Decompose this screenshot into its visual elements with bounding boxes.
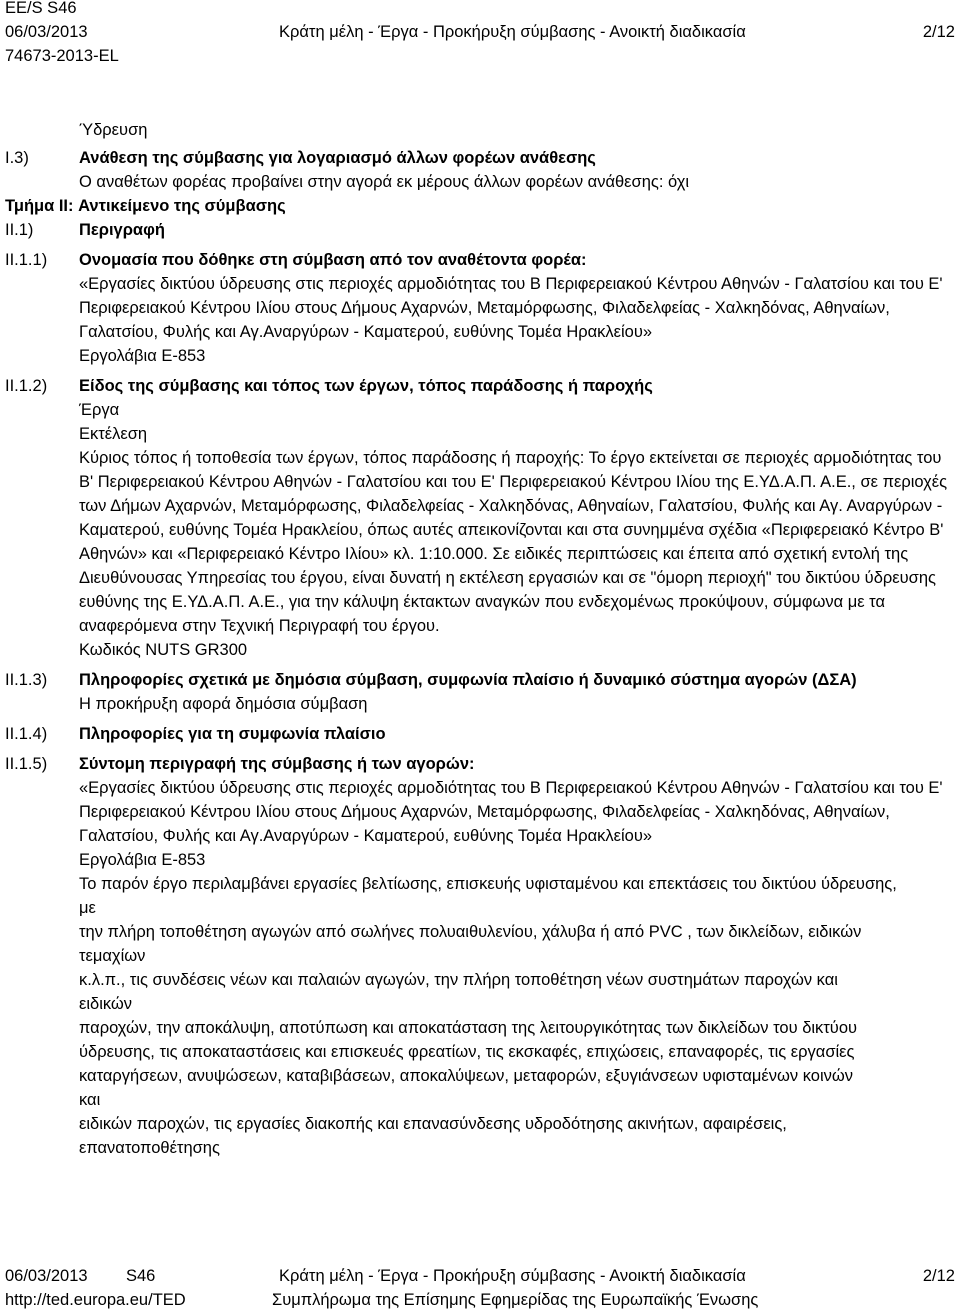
ii14-heading: Πληροφορίες για τη συμφωνία πλαίσιο bbox=[79, 725, 386, 743]
ii11-number: II.1.1) bbox=[5, 251, 48, 269]
i3-heading: Ανάθεση της σύμβασης για λογαριασμό άλλων φορέων ανάθεσης bbox=[79, 149, 596, 167]
ii15-line: ειδικών παροχών, τις εργασίες διακοπής και επανασύνδεσης υδροδότησης ακινήτων, αφαιρέσεις, bbox=[79, 1115, 787, 1133]
ii12-heading: Είδος της σύμβασης και τόπος των έργων, τόπος παράδοσης ή παροχής bbox=[79, 377, 653, 395]
doc-code: EE/S S46 bbox=[5, 0, 77, 17]
ii12-nuts: Κωδικός NUTS GR300 bbox=[79, 641, 248, 659]
ii1-number: II.1) bbox=[5, 221, 34, 239]
ii15-line: παροχών, την αποκάλυψη, αποτύπωση και αποκατάσταση της λειτουργικότητας των δικλείδων του δικτύου bbox=[79, 1019, 858, 1037]
ii15-line: Το παρόν έργο περιλαμβάνει εργασίες βελτίωσης, επισκευής υφισταμένου και επεκτάσεις του δικτύου ύδρευσης, bbox=[79, 875, 897, 893]
ii14-number: II.1.4) bbox=[5, 725, 48, 743]
ii15-line: τεμαχίων bbox=[79, 947, 146, 965]
i3-text: Ο αναθέτων φορέας προβαίνει στην αγορά εκ μέρους άλλων φορέων ανάθεσης: όχι bbox=[79, 173, 690, 191]
page-header bbox=[0, 0, 960, 72]
ii13-number: II.1.3) bbox=[5, 671, 48, 689]
ii15-number: II.1.5) bbox=[5, 755, 48, 773]
ii12-type: Έργα bbox=[79, 401, 120, 419]
ii1-heading: Περιγραφή bbox=[79, 221, 165, 239]
ii15-line: και bbox=[79, 1091, 101, 1109]
ii11-text: «Εργασίες δικτύου ύδρευσης στις περιοχές αρμοδιότητας του Β Περιφερειακού Κέντρου Αθηνών - Γαλατσίου και του Ε' Περιφερειακού Κέντρου Ιλίου στους Δήμους Αχαρνών, Μεταμόρφωσης, Φιλαδελφείας - Χαλκηδόνας, Αθηναίων, Γαλατσίου, Φυλής και Αγ.Αναργύρων - Καματερού, ευθύνης Τομέα Ηρακλείου» bbox=[79, 275, 943, 341]
ii15-line: επανατοποθέτησης bbox=[79, 1139, 220, 1157]
ii15-line: με bbox=[79, 899, 96, 917]
section-2-title: Τμήμα II: Αντικείμενο της σύμβασης bbox=[5, 197, 286, 215]
ii12-text: Κύριος τόπος ή τοποθεσία των έργων, τόπος παράδοσης ή παροχής: Το έργο εκτείνεται σε περιοχές αρμοδιότητας του Β' Περιφερειακού Κέντρου Αθηνών - Γαλατσίου και του Ε' Περιφερειακού Κέντρου Ιλίου της Ε.ΥΔ.Α.Π. Α.Ε., σε περιοχές των Δήμων Αχαρνών, Μεταμόρφωσης, Φιλαδελφείας - Χαλκηδόνας, Αθηναίων, Γαλατσίου, Φυλής και Αγ. Αναργύρων - Καματερού, ευθύνης Τομέα Ηρακλείου, όπως αυτές απεικονίζονται και στα συνημμένα σχέδια «Περιφερειακό Κέντρο Β' Αθηνών» και «Περιφερειακό Κέντρο Ιλίου» κλ. 1:10.000. Σε ειδικές περιπτώσεις και έπειτα από σχετική εντολή της Διευθύνουσας Υπηρεσίας του έργου, είναι δυνατή η εκτέλεση εργασιών και σε "όμορη περιοχή" του δικτύου ύδρευσης ευθύνης της Ε.ΥΔ.Α.Π. Α.Ε., για την κάλυψη έκτακτων αναγκών που ενδεχομένως προκύψουν, σύμφωνα με τα αναφερόμενα στην Τεχνική Περιγραφή του έργου. bbox=[79, 449, 948, 635]
i3-number: I.3) bbox=[5, 149, 29, 167]
ii13-heading: Πληροφορίες σχετικά με δημόσια σύμβαση, συμφωνία πλαίσιο ή δυναμικό σύστημα αγορών (ΔΣΑ) bbox=[79, 671, 857, 689]
ii15-line: κ.λ.π., τις συνδέσεις νέων και παλαιών αγωγών, την πλήρη τοποθέτηση νέων συστημάτων παροχών και bbox=[79, 971, 838, 989]
footer-series: S46 bbox=[126, 1267, 156, 1285]
notice-id: 74673-2013-EL bbox=[5, 47, 119, 65]
ii15-line: ειδικών bbox=[79, 995, 133, 1013]
header-title: Κράτη μέλη - Έργα - Προκήρυξη σύμβασης - Ανοικτή διαδικασία bbox=[279, 23, 746, 41]
footer-page-number: 2/12 bbox=[922, 1267, 955, 1285]
page-footer bbox=[0, 1264, 960, 1311]
ii15-text: «Εργασίες δικτύου ύδρευσης στις περιοχές αρμοδιότητας του Β Περιφερειακού Κέντρου Αθηνών - Γαλατσίου και του Ε' Περιφερειακού Κέντρου Ιλίου στους Δήμους Αχαρνών, Μεταμόρφωσης, Φιλαδελφείας - Χαλκηδόνας, Αθηναίων, Γαλατσίου, Φυλής και Αγ.Αναργύρων - Καματερού, ευθύνης Τομέα Ηρακλείου» bbox=[79, 779, 943, 845]
ii11-heading: Ονομασία που δόθηκε στη σύμβαση από τον αναθέτοντα φορέα: bbox=[79, 251, 587, 269]
footer-date: 06/03/2013 bbox=[5, 1267, 88, 1285]
ii11-code: Εργολάβια Ε-853 bbox=[79, 347, 206, 365]
ii15-line: καταργήσεων, ανυψώσεων, καταβιβάσεων, αποκαλύψεων, μεταφορών, εξυγιάνσεων υφισταμένων κοινών bbox=[79, 1067, 854, 1085]
footer-url[interactable]: http://ted.europa.eu/TED bbox=[5, 1291, 186, 1309]
header-page-number: 2/12 bbox=[922, 23, 955, 41]
hydration-text: Ύδρευση bbox=[79, 121, 148, 139]
ii12-number: II.1.2) bbox=[5, 377, 48, 395]
ii13-text: Η προκήρυξη αφορά δημόσια σύμβαση bbox=[79, 695, 368, 713]
ii15-code: Εργολάβια Ε-853 bbox=[79, 851, 206, 869]
header-date: 06/03/2013 bbox=[5, 23, 88, 41]
document-body bbox=[0, 118, 960, 1160]
ii12-execution: Εκτέλεση bbox=[79, 425, 148, 443]
footer-supplement: Συμπλήρωμα της Επίσημης Εφημερίδας της Ευρωπαϊκής Ένωσης bbox=[272, 1291, 759, 1309]
ii15-line: ύδρευσης, τις αποκαταστάσεις και επισκευές φρεατίων, τις εκσκαφές, επιχώσεις, επαναφορές, τις εργασίες bbox=[79, 1043, 855, 1061]
footer-title: Κράτη μέλη - Έργα - Προκήρυξη σύμβασης - Ανοικτή διαδικασία bbox=[279, 1267, 746, 1285]
ii15-heading: Σύντομη περιγραφή της σύμβασης ή των αγορών: bbox=[79, 755, 475, 773]
ii15-line: την πλήρη τοποθέτηση αγωγών από σωλήνες πολυαιθυλενίου, χάλυβα ή από PVC , των δικλείδων, ειδικών bbox=[79, 923, 862, 941]
